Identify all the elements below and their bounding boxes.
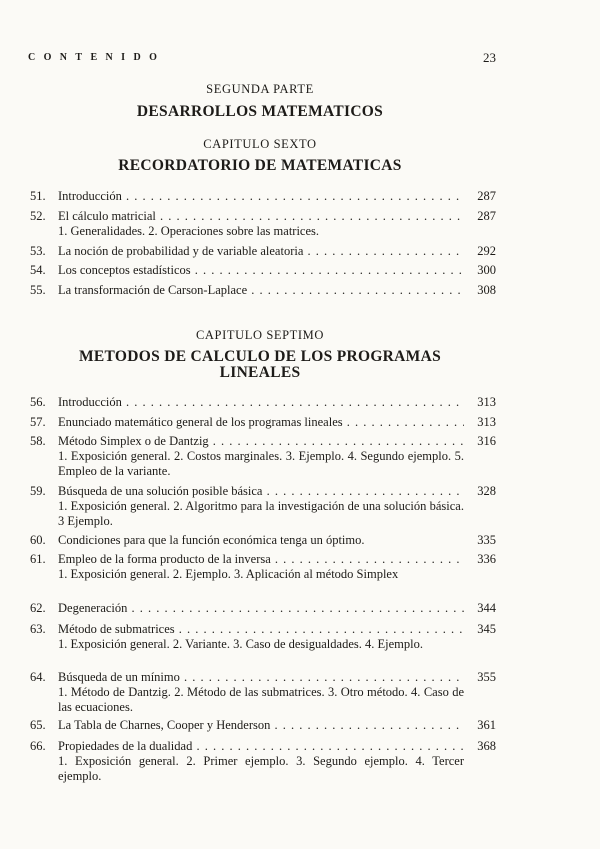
entry-subtopics: 1. Generalidades. 2. Operaciones sobre las matrices. [58, 224, 320, 238]
chapter-6-title: RECORDATORIO DE MATEMATICAS [118, 157, 402, 174]
entry-title: Los conceptos estadísticos . . . [58, 263, 464, 278]
entry-page: 361 [477, 718, 496, 732]
entry-title: Búsqueda de un mínimo . . . [58, 670, 464, 685]
toc-entry[interactable] [30, 415, 496, 430]
entry-page: 287 [477, 209, 496, 223]
toc-entry[interactable] [30, 622, 496, 652]
entry-page: 355 [477, 670, 496, 684]
entry-title: Búsqueda de una solución posible básica . . . [58, 484, 464, 499]
entry-title: La Tabla de Charnes, Cooper y Henderson . . . [58, 718, 464, 733]
entry-page: 328 [477, 484, 496, 498]
entry-subtopics: 1. Método de Dantzig. 2. Método de las submatrices. 3. Otro método. 4. Caso de las ecuaciones. [58, 685, 464, 714]
toc-entry[interactable] [30, 395, 496, 410]
entry-number: 56. [30, 395, 46, 409]
entry-page: 336 [477, 552, 496, 566]
part-title: DESARROLLOS MATEMATICOS [136, 103, 384, 120]
entry-page: 300 [477, 263, 496, 277]
part-label: SEGUNDA PARTE [206, 82, 314, 96]
entry-title: Introducción . . . [58, 395, 464, 410]
chapter-7-title-line-1: METODOS DE CALCULO DE LOS PROGRAMAS [78, 348, 442, 365]
entry-number: 53. [30, 244, 46, 258]
entry-subtopics: 1. Exposición general. 2. Costos marginales. 3. Ejemplo. 4. Segundo ejemplo. 5. Empleo de la variante. [58, 449, 464, 478]
entry-title: La noción de probabilidad y de variable aleatoria . . . [58, 244, 464, 259]
toc-entry[interactable] [30, 283, 496, 298]
entry-page: 313 [477, 395, 496, 409]
toc-entry[interactable] [30, 601, 496, 616]
toc-entry[interactable] [30, 434, 496, 479]
entry-title: Propiedades de la dualidad . . . [58, 739, 464, 754]
chapter-7-title [60, 349, 460, 381]
toc-entry[interactable] [30, 718, 496, 733]
entry-page: 308 [477, 283, 496, 297]
entry-page: 345 [477, 622, 496, 636]
toc-entry[interactable] [30, 244, 496, 259]
page-header [28, 50, 496, 66]
entry-page: 287 [477, 189, 496, 203]
entry-title: Condiciones para que la función económica tenga un óptimo. [58, 533, 365, 547]
entry-page: 292 [477, 244, 496, 258]
entry-number: 65. [30, 718, 46, 732]
entry-page: 335 [477, 533, 496, 547]
toc-entry[interactable] [30, 484, 496, 529]
entry-subtopics: 1. Exposición general. 2. Ejemplo. 3. Aplicación al método Simplex [58, 567, 399, 581]
entry-number: 64. [30, 670, 46, 684]
entry-title: Degeneración . . . [58, 601, 464, 616]
entry-subtopics: 1. Exposición general. 2. Algoritmo para la investigación de una solución básica. 3 Ejemplo. [58, 499, 464, 528]
entry-number: 51. [30, 189, 46, 203]
chapter-6-label: CAPITULO SEXTO [203, 137, 317, 151]
entry-number: 59. [30, 484, 46, 498]
toc-entry[interactable] [30, 209, 496, 239]
entry-title: El cálculo matricial . . . [58, 209, 464, 224]
toc-entry[interactable] [30, 739, 496, 784]
entry-number: 66. [30, 739, 46, 753]
entry-number: 58. [30, 434, 46, 448]
page-number: 23 [483, 50, 496, 65]
entry-number: 57. [30, 415, 46, 429]
entry-number: 63. [30, 622, 46, 636]
chapter-7-title-line-2: LINEALES [219, 364, 301, 381]
chapter-7-label: CAPITULO SEPTIMO [195, 328, 324, 342]
entry-number: 61. [30, 552, 46, 566]
entry-title: Método de submatrices . . . [58, 622, 464, 637]
entry-title: Método Simplex o de Dantzig . . . [58, 434, 464, 449]
toc-entry[interactable] [30, 670, 496, 715]
running-head: CONTENIDO [28, 52, 166, 63]
entry-number: 54. [30, 263, 46, 277]
entry-page: 368 [477, 739, 496, 753]
entry-number: 60. [30, 533, 46, 547]
toc-entry[interactable] [30, 189, 496, 204]
toc-entry[interactable] [30, 263, 496, 278]
entry-page: 313 [477, 415, 496, 429]
entry-page: 344 [477, 601, 496, 615]
entry-title: Empleo de la forma producto de la inversa . . . [58, 552, 464, 567]
entry-number: 62. [30, 601, 46, 615]
entry-title: Enunciado matemático general de los programas lineales . . . [58, 415, 464, 430]
toc-entry[interactable] [30, 552, 496, 582]
entry-title: La transformación de Carson-Laplace . . . [58, 283, 464, 298]
entry-title: Introducción . . . [58, 189, 464, 204]
entry-number: 52. [30, 209, 46, 223]
entry-page: 316 [477, 434, 496, 448]
toc-entry[interactable] [30, 533, 496, 548]
entry-subtopics: 1. Exposición general. 2. Primer ejemplo. 3. Segundo ejemplo. 4. Tercer ejemplo. [58, 754, 464, 783]
entry-number: 55. [30, 283, 46, 297]
entry-subtopics: 1. Exposición general. 2. Variante. 3. Caso de desigualdades. 4. Ejemplo. [58, 637, 423, 651]
